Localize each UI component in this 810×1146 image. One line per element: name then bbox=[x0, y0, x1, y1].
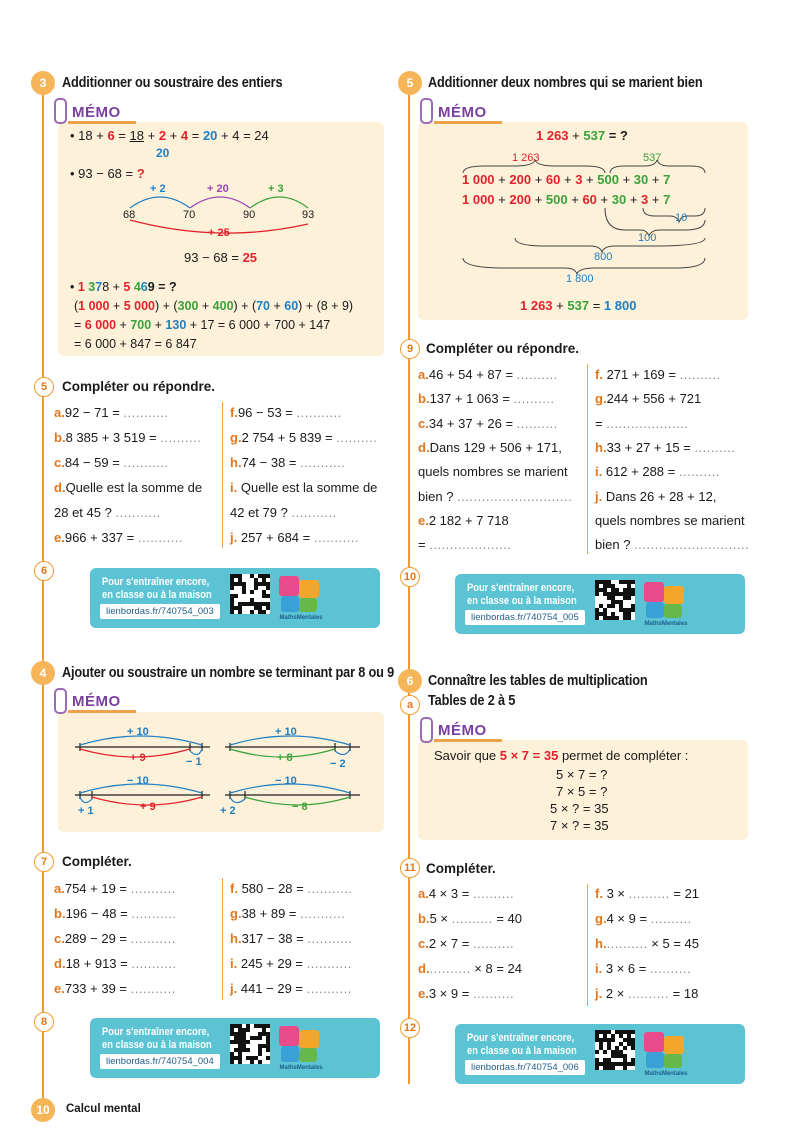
brace-label: 537 bbox=[643, 152, 662, 164]
exercise-item[interactable] bbox=[418, 464, 568, 479]
promo-text: Pour s'entraîner encore, bbox=[102, 1026, 210, 1038]
memo-line: = 6 000 + 700 + 130 + 17 = 6 000 + 700 + 147 bbox=[74, 318, 331, 332]
tick-label: 93 bbox=[302, 209, 315, 221]
item-text: 3 × 9 = bbox=[428, 986, 473, 1001]
item-letter: h. bbox=[230, 931, 242, 946]
memo-sub-result: 20 bbox=[156, 146, 170, 160]
memo-line: Savoir que 5 × 7 = 35 permet de compléter : bbox=[434, 748, 689, 763]
exercise-item[interactable] bbox=[230, 505, 337, 520]
arc-label: + 2 bbox=[150, 183, 166, 195]
exercise-item[interactable] bbox=[595, 911, 692, 926]
subsection-title: Tables de 2 à 5 bbox=[428, 693, 516, 709]
mathsmentales-logo-icon bbox=[640, 578, 692, 628]
exercise-number: 9 bbox=[400, 339, 420, 359]
answer-blank[interactable]: ........... bbox=[300, 455, 346, 470]
item-text: 5 × bbox=[429, 911, 452, 926]
item-text: 84 − 59 = bbox=[64, 455, 124, 470]
answer-blank[interactable]: .......... bbox=[429, 961, 471, 976]
memo-line: 7 × 5 = ? bbox=[556, 784, 608, 799]
exercise-item[interactable] bbox=[418, 886, 514, 901]
exercise-item[interactable] bbox=[595, 464, 720, 479]
qr-code-icon[interactable] bbox=[595, 1030, 635, 1070]
qr-code-icon[interactable] bbox=[230, 574, 270, 614]
memo-line: 1 263 + 537 = 1 800 bbox=[520, 298, 637, 313]
jump-label: + 9 bbox=[130, 752, 146, 764]
page-number-badge: 10 bbox=[31, 1098, 55, 1122]
exercise-item[interactable] bbox=[230, 530, 359, 545]
practice-promo-banner[interactable] bbox=[455, 1024, 745, 1084]
exercise-item[interactable] bbox=[54, 430, 201, 445]
item-text: 733 + 39 = bbox=[64, 981, 131, 996]
sum-label: 100 bbox=[638, 232, 657, 244]
item-letter: e. bbox=[418, 986, 429, 1001]
item-text: 244 + 556 + 721 bbox=[606, 391, 702, 407]
exercise-item[interactable] bbox=[595, 537, 749, 552]
answer-blank[interactable]: .......... bbox=[472, 886, 515, 901]
promo-link[interactable]: lienbordas.fr/740754_003 bbox=[100, 604, 220, 619]
answer-blank[interactable]: ........... bbox=[131, 956, 177, 971]
item-letter: e. bbox=[54, 530, 65, 545]
exercise-item[interactable] bbox=[595, 391, 701, 406]
exercise-item[interactable] bbox=[418, 961, 522, 976]
exercise-item[interactable] bbox=[54, 530, 183, 545]
item-letter: a. bbox=[418, 886, 429, 901]
answer-blank[interactable]: .......... bbox=[336, 430, 378, 445]
item-text: 317 − 38 = bbox=[241, 931, 308, 946]
paperclip-icon bbox=[54, 98, 67, 124]
item-letter: f. bbox=[230, 881, 238, 896]
answer-blank[interactable]: ............................ bbox=[457, 488, 573, 504]
answer-blank[interactable]: ........... bbox=[300, 906, 346, 921]
exercise-item[interactable] bbox=[230, 430, 377, 445]
jump-label: + 9 bbox=[140, 801, 156, 813]
arc-label: + 25 bbox=[208, 227, 230, 239]
jump-label: − 10 bbox=[127, 775, 149, 787]
item-text: 38 + 89 = bbox=[241, 906, 301, 921]
exercise-item[interactable] bbox=[418, 911, 522, 926]
answer-blank[interactable]: .......... bbox=[650, 911, 692, 926]
exercise-item[interactable] bbox=[595, 513, 745, 528]
exercise-item[interactable] bbox=[595, 886, 699, 901]
jump-label: + 10 bbox=[275, 726, 297, 738]
promo-text: en classe ou à la maison bbox=[467, 1045, 577, 1057]
item-text: Quelle est la somme de bbox=[237, 480, 378, 495]
item-letter: f. bbox=[595, 367, 603, 382]
mathsmentales-logo-icon bbox=[275, 1022, 327, 1072]
item-letter: g. bbox=[595, 391, 607, 407]
jump-label: + 10 bbox=[127, 726, 149, 738]
promo-link[interactable]: lienbordas.fr/740754_005 bbox=[465, 610, 585, 625]
exercise-item[interactable] bbox=[595, 936, 699, 951]
item-text: = 21 bbox=[669, 886, 700, 901]
answer-blank[interactable]: .......... bbox=[606, 936, 648, 951]
exercise-item[interactable] bbox=[595, 961, 691, 976]
answer-blank[interactable]: ........... bbox=[115, 505, 161, 520]
exercise-title: Compléter ou répondre. bbox=[426, 341, 580, 356]
column-separator bbox=[587, 364, 588, 554]
item-letter: g. bbox=[595, 911, 607, 926]
item-letter: f. bbox=[595, 886, 603, 901]
jump-label: + 8 bbox=[277, 752, 293, 764]
practice-promo-banner[interactable] bbox=[90, 1018, 380, 1078]
item-letter: d. bbox=[418, 961, 430, 976]
exercise-item[interactable] bbox=[230, 881, 353, 896]
item-text: × 8 = 24 bbox=[470, 961, 523, 976]
exercise-item[interactable] bbox=[418, 391, 555, 406]
sum-label: 1 800 bbox=[566, 273, 594, 285]
section-number-badge: 5 bbox=[398, 71, 422, 95]
tick-label: 68 bbox=[123, 209, 136, 221]
memo-line: • 1 378 + 5 469 = ? bbox=[70, 280, 177, 294]
answer-blank[interactable]: ........... bbox=[123, 455, 169, 470]
exercise-item[interactable] bbox=[54, 931, 176, 946]
jump-label: − 2 bbox=[330, 758, 346, 770]
exercise-number: 12 bbox=[400, 1018, 420, 1038]
item-text: = 18 bbox=[669, 986, 699, 1001]
item-letter: g. bbox=[230, 906, 242, 921]
exercise-item[interactable] bbox=[418, 537, 511, 552]
promo-text: Pour s'entraîner encore, bbox=[467, 1032, 575, 1044]
item-text: 92 − 71 = bbox=[64, 405, 124, 420]
section-number-badge: 4 bbox=[31, 661, 55, 685]
exercise-item[interactable] bbox=[418, 513, 509, 528]
item-letter: d. bbox=[54, 480, 66, 495]
item-letter: h. bbox=[595, 439, 607, 455]
item-letter: h. bbox=[595, 936, 607, 951]
promo-link[interactable]: lienbordas.fr/740754_004 bbox=[100, 1054, 220, 1069]
promo-text: en classe ou à la maison bbox=[467, 595, 577, 607]
section-title: Ajouter ou soustraire un nombre se terminant par 8 ou 9 bbox=[62, 665, 395, 681]
exercise-item[interactable] bbox=[418, 986, 514, 1001]
jump-label: − 8 bbox=[292, 801, 308, 813]
memo-label: MÉMO bbox=[72, 693, 121, 710]
jump-arc bbox=[335, 749, 350, 755]
memo-line: 1 000 + 200 + 500 + 60 + 30 + 3 + 7 bbox=[462, 192, 671, 207]
exercise-number: 10 bbox=[400, 567, 420, 587]
exercise-item[interactable] bbox=[595, 367, 721, 382]
exercise-item[interactable] bbox=[595, 489, 716, 504]
item-text: 96 − 53 = bbox=[237, 405, 297, 420]
memo-line: • 18 + 6 = 18 + 2 + 4 = 20 + 4 = 24 bbox=[70, 128, 269, 143]
item-letter: a. bbox=[418, 367, 429, 382]
item-text: 4 × 9 = bbox=[606, 911, 651, 926]
answer-blank[interactable]: .......... bbox=[451, 911, 493, 926]
item-text: 966 + 337 = bbox=[64, 530, 138, 545]
item-text: = 40 bbox=[492, 911, 523, 926]
item-letter: i. bbox=[230, 480, 238, 495]
item-letter: i. bbox=[595, 464, 603, 480]
item-text: 42 et 79 ? bbox=[230, 505, 292, 520]
exercise-number: 11 bbox=[400, 858, 420, 878]
answer-blank[interactable]: .......... bbox=[679, 367, 721, 382]
brace-label: 1 263 bbox=[512, 152, 540, 164]
memo-line: • 93 − 68 = ? bbox=[70, 166, 145, 181]
item-text: 257 + 684 = bbox=[237, 530, 314, 545]
exercise-item[interactable] bbox=[595, 440, 736, 455]
exercise-item[interactable] bbox=[230, 956, 352, 971]
answer-blank[interactable]: ........... bbox=[313, 530, 360, 545]
item-text: 245 + 29 = bbox=[237, 956, 307, 971]
item-text: 271 + 169 = bbox=[602, 367, 680, 382]
answer-blank[interactable]: ........... bbox=[291, 505, 337, 520]
answer-blank[interactable]: ............................ bbox=[634, 537, 750, 553]
item-text: 2 × bbox=[602, 986, 628, 1001]
mathsmentales-logo-icon bbox=[640, 1028, 692, 1078]
item-text: 34 + 37 + 26 = bbox=[428, 415, 517, 431]
exercise-item[interactable] bbox=[54, 505, 161, 520]
memo-line: (1 000 + 5 000) + (300 + 400) + (70 + 60) + (8 + 9) bbox=[74, 299, 354, 313]
section-title: Additionner deux nombres qui se marient bien bbox=[428, 75, 703, 91]
item-letter: a. bbox=[54, 881, 65, 896]
item-letter: f. bbox=[230, 405, 238, 420]
exercise-item[interactable] bbox=[595, 416, 688, 431]
item-text: 196 − 48 = bbox=[65, 906, 132, 921]
answer-blank[interactable]: ........... bbox=[123, 405, 169, 420]
item-letter: i. bbox=[595, 961, 603, 976]
item-text: quels nombres se marient bbox=[595, 512, 745, 528]
column-separator bbox=[222, 402, 223, 548]
item-text: 3 × 6 = bbox=[602, 961, 650, 976]
answer-blank[interactable]: .......... bbox=[516, 415, 558, 431]
item-letter: g. bbox=[230, 430, 242, 445]
jump-label: − 1 bbox=[186, 756, 202, 768]
exercise-title: Compléter ou répondre. bbox=[62, 379, 216, 394]
promo-text: en classe ou à la maison bbox=[102, 1039, 212, 1051]
subsection-letter: a bbox=[400, 695, 420, 715]
answer-blank[interactable]: .......... bbox=[472, 936, 515, 951]
sum-label: 800 bbox=[594, 251, 613, 263]
answer-blank[interactable]: ........... bbox=[306, 956, 352, 971]
item-letter: h. bbox=[230, 455, 242, 470]
exercise-number: 6 bbox=[34, 561, 54, 581]
item-text: 612 + 288 = bbox=[602, 464, 679, 480]
answer-blank[interactable]: ........... bbox=[130, 881, 176, 896]
item-text: 2 182 + 7 718 bbox=[428, 512, 509, 528]
memo-line: = 6 000 + 847 = 6 847 bbox=[74, 337, 197, 351]
item-text: 580 − 28 = bbox=[237, 881, 308, 896]
answer-blank[interactable]: ........... bbox=[130, 981, 176, 996]
section-title: Connaître les tables de multiplication bbox=[428, 673, 648, 689]
exercise-item[interactable] bbox=[54, 981, 176, 996]
jump-label: + 1 bbox=[78, 805, 94, 817]
item-text: 8 385 + 3 519 = bbox=[65, 430, 161, 445]
memo-line: 1 000 + 200 + 60 + 3 + 500 + 30 + 7 bbox=[462, 172, 671, 187]
exercise-item[interactable] bbox=[418, 489, 572, 504]
item-text: = bbox=[595, 415, 607, 431]
exercise-number: 5 bbox=[34, 377, 54, 397]
exercise-number: 7 bbox=[34, 852, 54, 872]
item-letter: b. bbox=[418, 911, 430, 926]
exercise-item[interactable] bbox=[54, 906, 177, 921]
exercise-title: Compléter. bbox=[62, 854, 132, 869]
item-text: 46 + 54 + 87 = bbox=[428, 367, 517, 382]
item-text: 33 + 27 + 15 = bbox=[606, 439, 695, 455]
svg-text:MathsMentales: MathsMentales bbox=[279, 1065, 323, 1071]
column-separator bbox=[222, 878, 223, 1000]
item-letter: d. bbox=[418, 439, 430, 455]
exercise-item[interactable] bbox=[418, 440, 562, 455]
arc-label: + 20 bbox=[207, 183, 229, 195]
jump-arc bbox=[230, 797, 245, 803]
arc-label: + 3 bbox=[268, 183, 284, 195]
memo-label: MÉMO bbox=[72, 104, 121, 121]
item-text: 18 + 913 = bbox=[65, 956, 132, 971]
answer-blank[interactable]: ........... bbox=[130, 931, 176, 946]
item-text: Dans 129 + 506 + 171, bbox=[429, 439, 562, 455]
answer-blank[interactable]: ........... bbox=[137, 530, 184, 545]
qr-code-icon[interactable] bbox=[595, 580, 635, 620]
answer-blank[interactable]: ........... bbox=[131, 906, 177, 921]
answer-blank[interactable]: .......... bbox=[678, 464, 720, 480]
item-letter: c. bbox=[418, 415, 429, 431]
exercise-item[interactable] bbox=[230, 405, 342, 420]
section-number-badge: 6 bbox=[398, 669, 422, 693]
item-letter: b. bbox=[54, 906, 66, 921]
exercise-item[interactable] bbox=[230, 480, 377, 495]
svg-text:MathsMentales: MathsMentales bbox=[644, 621, 688, 627]
item-letter: e. bbox=[54, 981, 65, 996]
exercise-item[interactable] bbox=[54, 881, 176, 896]
answer-blank[interactable]: .......... bbox=[628, 886, 670, 901]
item-letter: e. bbox=[418, 512, 429, 528]
exercise-item[interactable] bbox=[418, 936, 514, 951]
section-number-badge: 3 bbox=[31, 71, 55, 95]
memo-line: 5 × 7 = ? bbox=[556, 767, 608, 782]
memo-label: MÉMO bbox=[438, 104, 487, 121]
exercise-item[interactable] bbox=[54, 956, 177, 971]
answer-blank[interactable]: .......... bbox=[472, 986, 515, 1001]
paperclip-icon bbox=[420, 98, 433, 124]
exercise-item[interactable] bbox=[418, 367, 558, 382]
answer-blank[interactable]: .................... bbox=[606, 415, 689, 431]
paperclip-icon bbox=[420, 717, 433, 743]
item-text: 2 × 7 = bbox=[428, 936, 473, 951]
item-letter: a. bbox=[54, 405, 65, 420]
answer-blank[interactable]: .......... bbox=[160, 430, 202, 445]
paperclip-icon bbox=[54, 688, 67, 714]
item-letter: c. bbox=[54, 931, 65, 946]
item-letter: j. bbox=[595, 986, 603, 1001]
item-letter: c. bbox=[418, 936, 429, 951]
exercise-item[interactable] bbox=[230, 931, 353, 946]
item-letter: j. bbox=[230, 981, 238, 996]
memo-line: 7 × ? = 35 bbox=[550, 818, 609, 833]
item-letter: b. bbox=[54, 430, 66, 445]
memo-line: 93 − 68 = 25 bbox=[184, 250, 258, 265]
item-text: bien ? bbox=[595, 537, 635, 553]
sum-label: 10 bbox=[675, 212, 688, 224]
item-letter: j. bbox=[595, 488, 603, 504]
svg-text:MathsMentales: MathsMentales bbox=[279, 615, 323, 621]
item-letter: i. bbox=[230, 956, 238, 971]
jump-label: − 10 bbox=[275, 775, 297, 787]
memo-line: 1 263 + 537 = ? bbox=[536, 128, 628, 143]
answer-blank[interactable]: .......... bbox=[694, 439, 736, 455]
svg-text:MathsMentales: MathsMentales bbox=[644, 1071, 688, 1077]
qr-code-icon[interactable] bbox=[230, 1024, 270, 1064]
item-text: 74 − 38 = bbox=[241, 455, 301, 470]
item-text: 289 − 29 = bbox=[64, 931, 131, 946]
column-separator bbox=[587, 884, 588, 1006]
tick-label: 70 bbox=[183, 209, 196, 221]
exercise-item[interactable] bbox=[595, 986, 698, 1001]
answer-blank[interactable]: .......... bbox=[516, 367, 558, 382]
answer-blank[interactable]: .......... bbox=[513, 391, 555, 407]
section-title: Additionner ou soustraire des entiers bbox=[62, 75, 283, 91]
item-text: 3 × bbox=[602, 886, 629, 901]
exercise-item[interactable] bbox=[54, 480, 202, 495]
item-text: 4 × 3 = bbox=[428, 886, 473, 901]
memo-line: 5 × ? = 35 bbox=[550, 801, 609, 816]
practice-promo-banner[interactable] bbox=[90, 568, 380, 628]
item-text: 137 + 1 063 = bbox=[429, 391, 514, 407]
item-text: bien ? bbox=[418, 488, 458, 504]
memo-label: MÉMO bbox=[438, 722, 487, 739]
item-text: 441 − 29 = bbox=[237, 981, 307, 996]
exercise-title: Compléter. bbox=[426, 861, 496, 876]
exercise-number: 8 bbox=[34, 1012, 54, 1032]
jump-arc bbox=[190, 749, 202, 755]
answer-blank[interactable]: .................... bbox=[429, 537, 512, 553]
answer-blank[interactable]: .......... bbox=[627, 986, 670, 1001]
answer-blank[interactable]: .......... bbox=[649, 961, 692, 976]
exercise-item[interactable] bbox=[230, 981, 352, 996]
left-margin-line bbox=[42, 84, 44, 1106]
promo-link[interactable]: lienbordas.fr/740754_006 bbox=[465, 1060, 585, 1075]
exercise-item[interactable] bbox=[54, 455, 169, 470]
item-letter: b. bbox=[418, 391, 430, 407]
item-text: 28 et 45 ? bbox=[54, 505, 116, 520]
exercise-item[interactable] bbox=[230, 455, 345, 470]
item-text: × 5 = 45 bbox=[647, 936, 700, 951]
item-text: = bbox=[418, 537, 430, 553]
answer-blank[interactable]: ........... bbox=[296, 405, 342, 420]
item-text: Dans 26 + 28 + 12, bbox=[602, 488, 717, 504]
jump-arc bbox=[80, 797, 92, 803]
exercise-item[interactable] bbox=[418, 416, 558, 431]
promo-text: Pour s'entraîner encore, bbox=[102, 576, 210, 588]
practice-promo-banner[interactable] bbox=[455, 574, 745, 634]
tick-label: 90 bbox=[243, 209, 256, 221]
exercise-item[interactable] bbox=[230, 906, 345, 921]
answer-blank[interactable]: ........... bbox=[307, 931, 353, 946]
item-letter: c. bbox=[54, 455, 65, 470]
item-letter: j. bbox=[230, 530, 238, 545]
footer-label: Calcul mental bbox=[66, 1103, 141, 1115]
item-text: Quelle est la somme de bbox=[65, 480, 203, 495]
mathsmentales-logo-icon bbox=[275, 572, 327, 622]
answer-blank[interactable]: ........... bbox=[307, 881, 353, 896]
promo-text: Pour s'entraîner encore, bbox=[467, 582, 575, 594]
answer-blank[interactable]: ........... bbox=[306, 981, 352, 996]
item-letter: d. bbox=[54, 956, 66, 971]
item-text: quels nombres se marient bbox=[418, 464, 568, 480]
item-text: 754 + 19 = bbox=[64, 881, 131, 896]
exercise-item[interactable] bbox=[54, 405, 169, 420]
promo-text: en classe ou à la maison bbox=[102, 589, 212, 601]
jump-label: + 2 bbox=[220, 805, 236, 817]
item-text: 2 754 + 5 839 = bbox=[241, 430, 337, 445]
